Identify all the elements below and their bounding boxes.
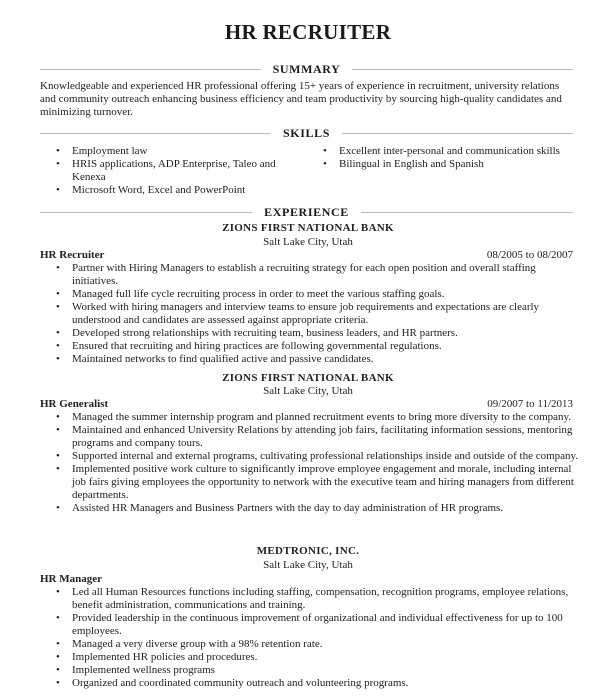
- summary-heading-label: SUMMARY: [272, 61, 341, 76]
- list-item: • Maintained networks to find qualified active and passive candidates.: [40, 353, 580, 366]
- skill-item: • Bilingual in English and Spanish: [307, 158, 582, 171]
- skills-left-column: [40, 145, 302, 197]
- list-item: • Maintained and enhanced University Relations by attending job fairs, facilitating information sessions, mentoring programs and company tours.: [40, 424, 580, 450]
- job-title-row: [40, 249, 573, 261]
- list-item: • Implemented HR policies and procedures.: [40, 651, 580, 664]
- list-item: • Managed a very diverse group with a 98% retention rate.: [40, 638, 580, 651]
- heading-rule-left: [40, 133, 271, 134]
- list-item: • Managed full life cycle recruiting process in order to meet the various staffing goals.: [40, 288, 580, 301]
- heading-rule-right: [342, 133, 573, 134]
- skill-item: • Excellent inter-personal and communication skills: [307, 145, 582, 158]
- job-company: ZIONS FIRST NATIONAL BANK: [222, 222, 394, 234]
- job-company: MEDTRONIC, INC.: [256, 545, 360, 557]
- skills-heading-label: SKILLS: [283, 125, 330, 140]
- heading-rule-left: [40, 212, 252, 213]
- list-item: • Managed the summer internship program and planned recruitment events to bring more diversity to the company.: [40, 411, 580, 424]
- job-title: HR Manager: [40, 573, 103, 585]
- job-location: Salt Lake City, Utah: [263, 559, 353, 571]
- job-title: HR Generalist: [40, 398, 109, 410]
- job-title: HR Recruiter: [40, 249, 105, 261]
- list-item: • Developed strong relationships with recruiting team, business leaders, and HR partners.: [40, 327, 580, 340]
- list-item: • Provided leadership in the continuous improvement of organizational and individual effectiveness for up to 100 employees.: [40, 612, 580, 638]
- job-title-row: [40, 573, 573, 585]
- job-dates: 08/2005 to 08/2007: [486, 249, 573, 261]
- summary-heading: [40, 62, 573, 76]
- job-bullet-list: [40, 586, 580, 690]
- experience-heading: [40, 205, 573, 219]
- skills-right-column: [307, 145, 582, 171]
- list-item: • Assisted HR Managers and Business Partners with the day to day administration of HR programs.: [40, 502, 580, 515]
- list-item: • Ensured that recruiting and hiring practices are following governmental regulations.: [40, 340, 580, 353]
- job-location: Salt Lake City, Utah: [263, 236, 353, 248]
- skill-item: • Employment law: [40, 145, 302, 158]
- job-bullet-list: [40, 262, 580, 366]
- skills-heading: [40, 126, 573, 140]
- skill-item: • HRIS applications, ADP Enterprise, Taleo and Kenexa: [40, 158, 302, 184]
- list-item: • Supported internal and external programs, cultivating professional relationships inside and outside of the company.: [40, 450, 580, 463]
- summary-text: Knowledgeable and experienced HR professional offering 15+ years of experience in recruitment, university relations and community outreach enhancing business efficiency and team productivity by sourcing high-quality candidates and minimizing turnover.: [40, 80, 562, 118]
- list-item: • Led all Human Resources functions including staffing, compensation, recognition programs, employee relations, benefit administration, communications and training.: [40, 586, 580, 612]
- experience-heading-label: EXPERIENCE: [264, 204, 349, 219]
- job-location: Salt Lake City, Utah: [263, 385, 353, 397]
- job-dates: 09/2007 to 11/2013: [487, 398, 573, 410]
- job-title-row: [40, 398, 573, 410]
- heading-rule-right: [361, 212, 573, 213]
- skill-item: • Microsoft Word, Excel and PowerPoint: [40, 184, 302, 197]
- heading-rule-right: [352, 69, 573, 70]
- job-company: ZIONS FIRST NATIONAL BANK: [222, 372, 394, 384]
- list-item: • Implemented positive work culture to significantly improve employee engagement and morale, including internal job fairs giving employees the opportunity to network with the executive team and hiring managers from different departments.: [40, 463, 580, 502]
- heading-rule-left: [40, 69, 261, 70]
- list-item: • Implemented wellness programs: [40, 664, 580, 677]
- list-item: • Worked with hiring managers and interview teams to ensure job requirements and expectations are clearly understood and candidates are assessed against appropriate criteria.: [40, 301, 580, 327]
- list-item: • Organized and coordinated community outreach and volunteering programs.: [40, 677, 580, 690]
- job-bullet-list: [40, 411, 580, 515]
- list-item: • Partner with Hiring Managers to establish a recruiting strategy for each open position and overall staffing initiatives.: [40, 262, 580, 288]
- resume-name-title: HR RECRUITER: [224, 20, 392, 44]
